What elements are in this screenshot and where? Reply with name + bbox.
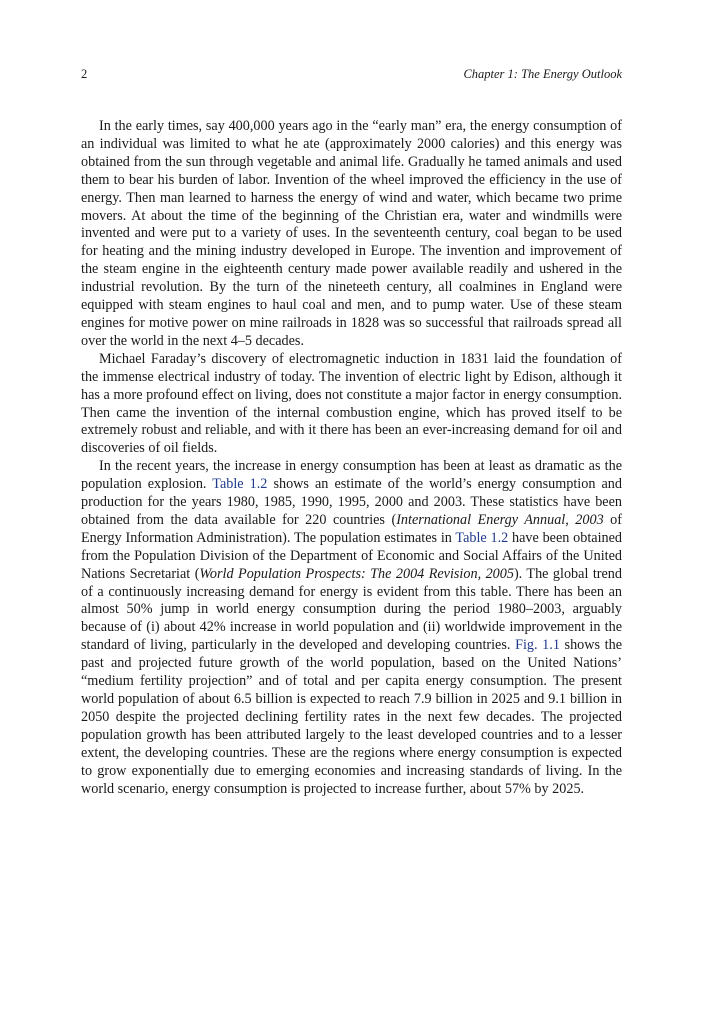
citation-title: World Population Prospects: The 2004 Revision, 2005 <box>199 565 514 582</box>
figure-1-1-link[interactable]: Fig. 1.1 <box>515 637 560 654</box>
document-page <box>81 0 622 1024</box>
running-head: Chapter 1: The Energy Outlook <box>463 67 622 81</box>
page-number: 2 <box>81 67 88 81</box>
page-header <box>81 67 622 83</box>
paragraph-faraday: Michael Faraday’s discovery of electromagnetic induction in 1831 laid the foundation of the immense electrical industry of today. The invention of electric light by Edison, although it has a more profound effect on living, does not constitute a major factor in energy consumption. Then came the invention of the internal combustion engine, which has proved itself to be extremely robust and reliable, and with it there has been an ever-increasing demand for oil and discoveries of oil fields. <box>81 350 622 457</box>
table-1-2-link[interactable]: Table 1.2 <box>212 476 268 493</box>
table-1-2-link[interactable]: Table 1.2 <box>455 529 509 546</box>
paragraph-early-energy-history: In the early times, say 400,000 years ago in the “early man” era, the energy consumption of an individual was limited to what he ate (approximately 2000 calories) and this energy was obtained from the sun through vegetable and animal life. Gradually he tamed animals and used them to bear his burden of labor. Invention of the wheel improved the efficiency in the use of energy. Then man learned to harness the energy of wind and water, which became two prime movers. At about the time of the beginning of the Christian era, water and windmills were invented and were put to a variety of uses. In the seventeenth century, coal began to be used for heating and the mining industry developed in Europe. The invention and improvement of the steam engine in the eighteenth century made power available readily and ushered in the industrial revolution. By the turn of the nineteeth century, all coalmines in England were equipped with steam engines to haul coal and men, and to pump water. Use of these steam engines for motive power on mine railroads in 1828 was so successful that railroads spread all over the world in the next 4–5 decades. <box>81 118 622 349</box>
text-segment: have been obtained from the Population Division of the Department of Economic and Social Affairs of the United Nations Secretariat ( <box>81 529 622 582</box>
text-segment: ). The global trend of a continuously increasing demand for energy is evident from this table. There has been an almost 50% jump in world energy consumption during the period 1980–2003, arguably because of (i) about 42% increase in world population and (ii) worldwide improvement in the standard of living, particularly in the developed and developing countries. <box>81 565 622 654</box>
text-segment: shows an estimate of the world’s energy consumption and production for the years 1980, 1985, 1990, 1995, 2000 and 2003. These statistics have been obtained from the data available for 220 countries ( <box>81 476 622 528</box>
text-segment: shows the past and projected future growth of the world population, based on the United Nations’ “medium fertility projection” and of total and per capita energy consumption. The present world population of about 6.5 billion is expected to reach 7.9 billion in 2025 and 9.1 billion in 2050 despite the projected declining fertility rates in the next few decades. The projected population growth has been attributed largely to the least developed countries and to a lesser extent, the developing countries. These are the regions where energy consumption is expected to grow exponentially due to emerging economies and increasing standards of living. In the world scenario, energy consumption is projected to increase further, about 57% by 2025. <box>81 637 623 797</box>
text-segment: In the recent years, the increase in energy consumption has been at least as dramatic as the population explosion. <box>81 458 622 493</box>
citation-title: International Energy Annual, 2003 <box>396 511 604 528</box>
body-text <box>81 118 622 798</box>
text-segment: of Energy Information Administration). The population estimates in <box>81 511 622 546</box>
paragraph-recent-consumption <box>81 458 622 798</box>
